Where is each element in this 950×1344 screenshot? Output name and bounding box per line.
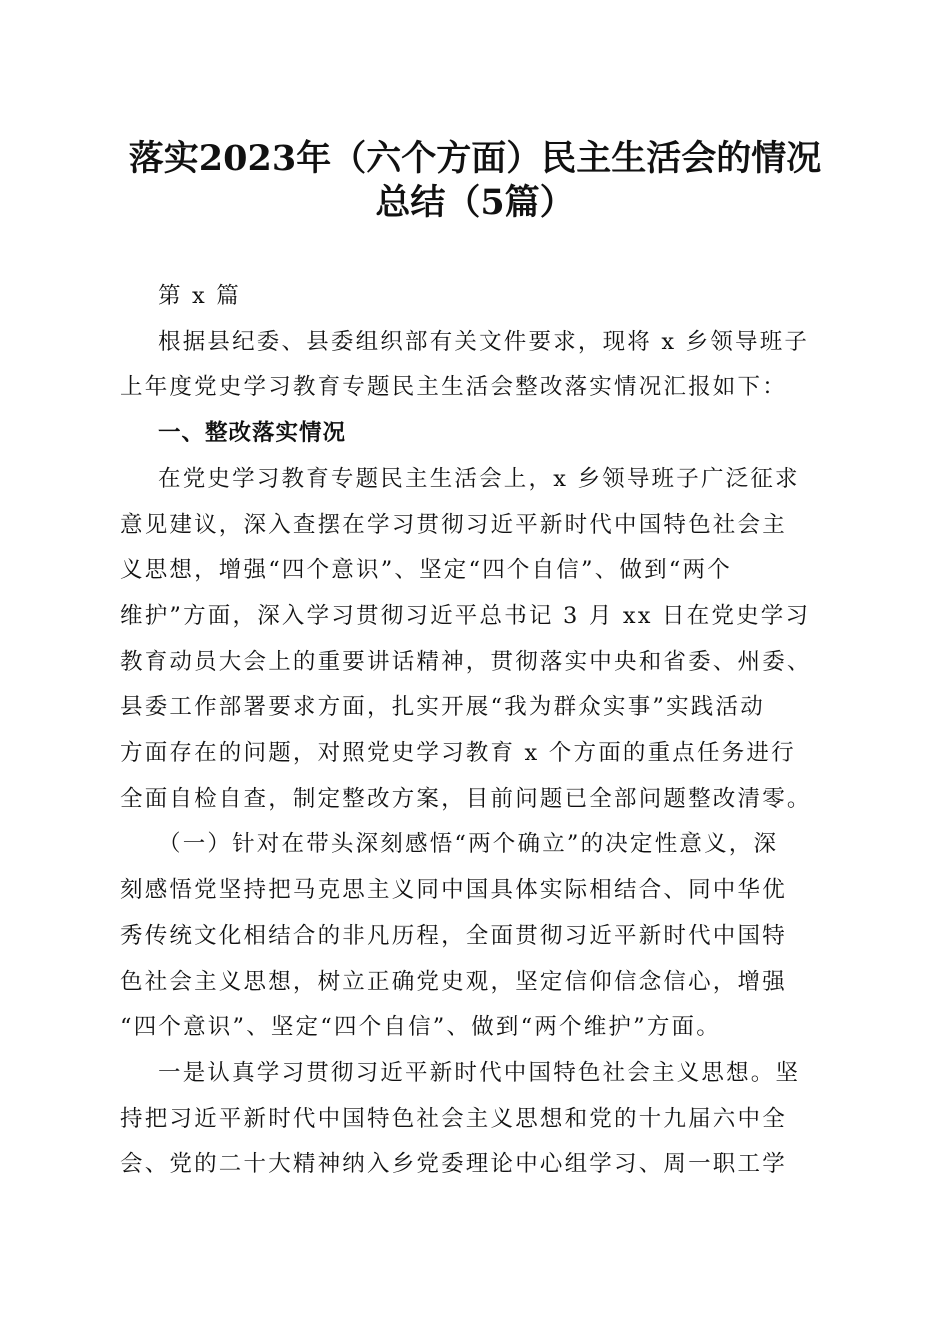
paragraph-line: 全面自检自查，制定整改方案，目前问题已全部问题整改清零。 xyxy=(120,785,812,812)
document-body xyxy=(120,274,830,1188)
paragraph-line: 义思想，增强“四个意识”、坚定“四个自信”、做到“两个 xyxy=(120,557,732,584)
section-heading: 一、整改落实情况 xyxy=(158,420,347,447)
paragraph-line: 持把习近平新时代中国特色社会主义思想和党的十九届六中全 xyxy=(120,1105,787,1132)
document-title-line-1: 落实2023年（六个方面）民主生活会的情况 xyxy=(128,138,822,179)
paragraph-line: 在党史学习教育专题民主生活会上，x 乡领导班子广泛征求 xyxy=(158,465,800,492)
paragraph-point-1 xyxy=(120,1051,830,1188)
paragraph-item-1 xyxy=(120,822,830,1051)
paragraph-line: 上年度党史学习教育专题民主生活会整改落实情况汇报如下： xyxy=(120,374,787,401)
paragraph-overview xyxy=(120,457,830,823)
paragraph-line: 色社会主义思想，树立正确党史观，坚定信仰信念信心，增强 xyxy=(120,968,787,995)
paragraph-line: 根据县纪委、县委组织部有关文件要求，现将 x 乡领导班子 xyxy=(158,328,810,355)
paragraph-line: 教育动员大会上的重要讲话精神，贯彻落实中央和省委、州委、 xyxy=(120,648,812,675)
paragraph-line: （一）针对在带头深刻感悟“两个确立”的决定性意义，深 xyxy=(158,831,779,858)
paragraph-line: “四个意识”、坚定“四个自信”、做到“两个维护”方面。 xyxy=(120,1014,721,1041)
paragraph-line: 秀传统文化相结合的非凡历程，全面贯彻习近平新时代中国特 xyxy=(120,922,787,949)
paragraph-line: 会、党的二十大精神纳入乡党委理论中心组学习、周一职工学 xyxy=(120,1151,787,1178)
document-title-line-2: 总结（5篇） xyxy=(375,182,575,223)
paragraph-line: 一是认真学习贯彻习近平新时代中国特色社会主义思想。坚 xyxy=(158,1059,801,1086)
paragraph-line: 维护”方面，深入学习贯彻习近平总书记 3 月 xx 日在党史学习 xyxy=(120,602,811,629)
paragraph-line: 意见建议，深入查摆在学习贯彻习近平新时代中国特色社会主 xyxy=(120,511,787,538)
paragraph-line: 刻感悟党坚持把马克思主义同中国具体实际相结合、同中华优 xyxy=(120,877,787,904)
paragraph-line: 县委工作部署要求方面，扎实开展“我为群众实事”实践活动 xyxy=(120,694,765,721)
section-label: 第 x 篇 xyxy=(158,283,241,309)
paragraph-intro xyxy=(120,320,830,411)
paragraph-line: 方面存在的问题，对照党史学习教育 x 个方面的重点任务进行 xyxy=(120,740,796,767)
